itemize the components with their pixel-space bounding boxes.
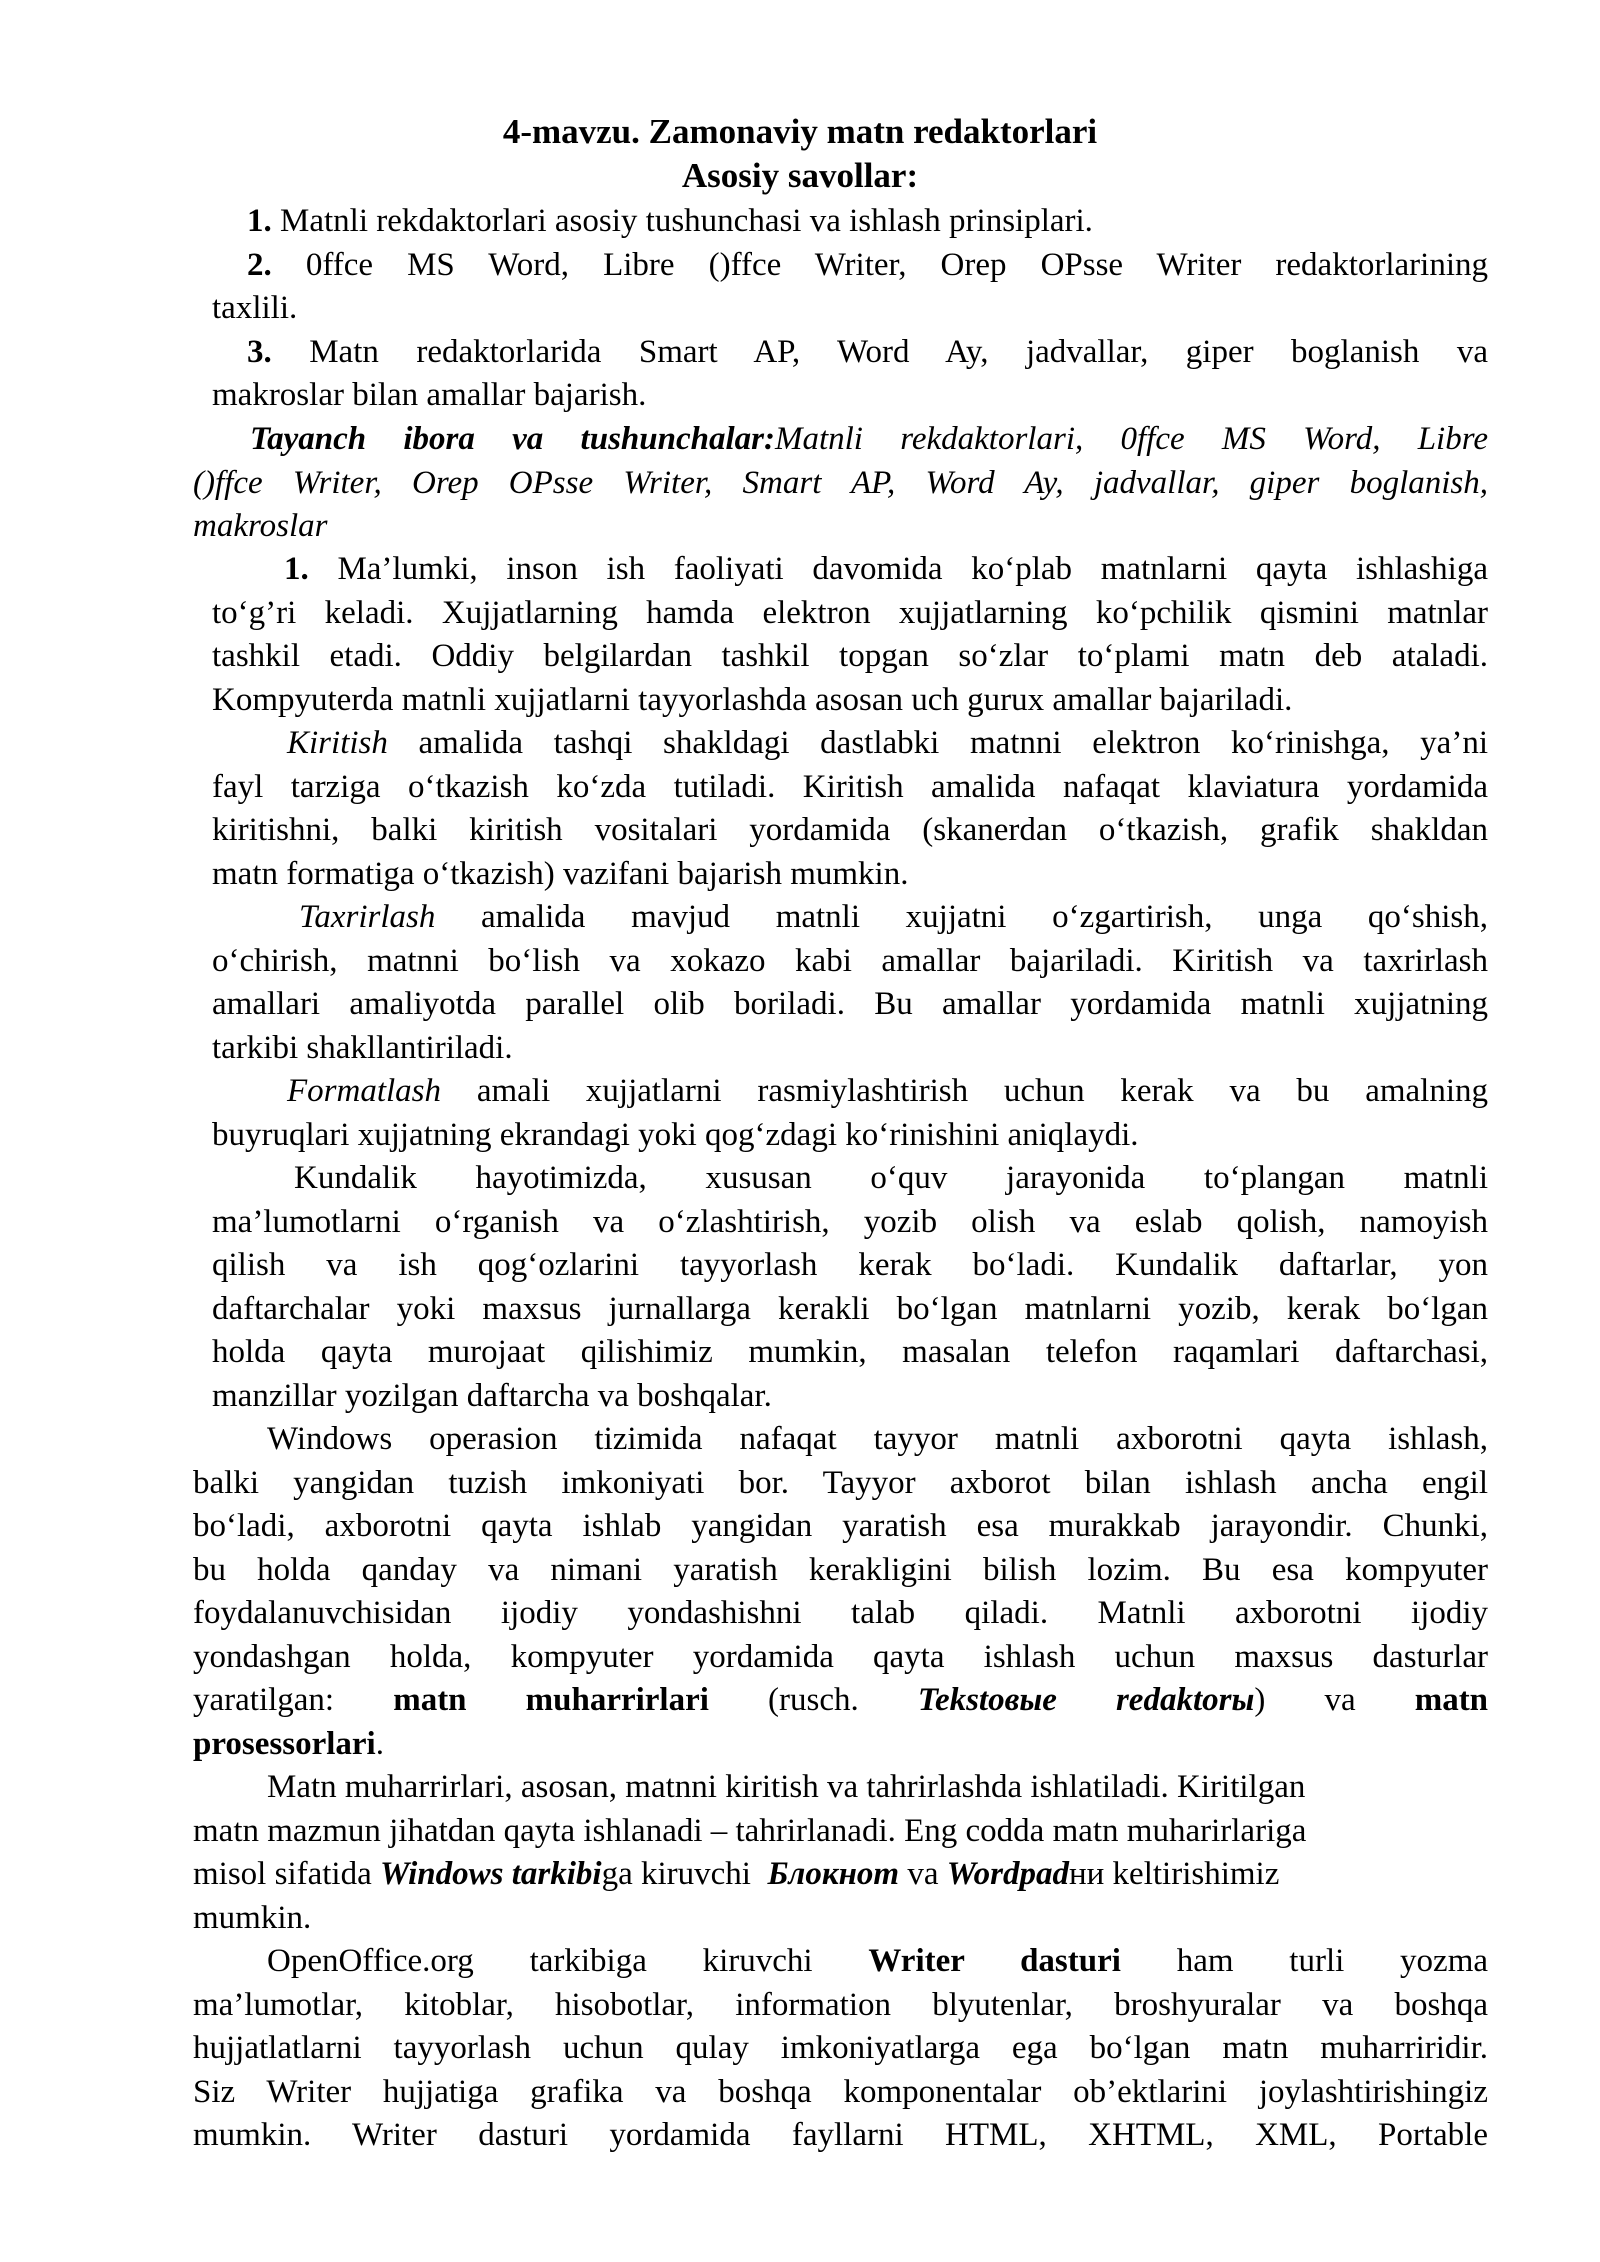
paragraph-6: Windows operasion tizimida nafaqat tayyor matnli axborotni qayta ishlash, balki yangidan tuzish imkoniyati bor. Tayyor axborot bilan ishlash ancha engil bo‘ladi, axborotni qayta ishlab yangidan yaratish esa murakkab jarayondir. Chunki, bu holda qanday va nimani yaratish kerakligini bilish lozim. Bu esa kompyuter foydalanuvchisidan ijodiy yondashishni talab qiladi. Matnli axborotni ijodiy yondashgan holda, kompyuter yordamida qayta ishlash uchun maxsus dasturlar yaratilgan: matn muharrirlari (rusch. Tekstовые redaktorы) va matn prosessorlari. — [193, 1421, 1489, 1762]
question-3-cont: makroslar bilan amallar bajarish. — [212, 377, 647, 413]
questions-list — [193, 200, 1493, 418]
paragraph-8: OpenOffice.org tarkibiga kiruvchi Writer dasturi ham turli yozma ma’lumotlar, kitoblar, hisobotlar, information blyutenlar, broshyuralar va boshqa hujjatlatlarni tayyorlash uchun qulay imkoniyatlarga ega bo‘lgan matn muharriridir. Siz Writer hujjatiga grafika va boshqa komponentalar ob’ektlarini joylashtirishingiz mumkin. Writer dasturi yordamida fayllarni HTML, XHTML, XML, Portable — [193, 1943, 1489, 2153]
paragraph-7: Matn muharrirlari, asosan, matnni kiritish va tahrirlashda ishlatiladi. Kiritilgan matn mazmun jihatdan qayta ishlanadi – tahrirlanadi. Eng codda matn muharirlariga misol sifatida Windows tarkibiga kiruvchi Блокнот va Wordpadни keltirishimiz mumkin. — [193, 1769, 1307, 1936]
question-3: 3. Matn redaktorlarida Smart AP, Word Ay, jadvallar, giper boglanish va — [247, 333, 1488, 370]
page-subtitle: Asosiy savollar: — [681, 156, 919, 195]
keywords-label: Tayanch ibora va tushunchalar: — [250, 421, 775, 457]
question-2: 2. 0ffce MS Word, Libre ()ffce Writer, Orep OPsse Writer redaktorlarining — [247, 246, 1489, 283]
paragraph-1: 1. Ma’lumki, inson ish faoliyati davomida ko‘plab matnlarni qayta ishlashiga to‘g’ri keladi. Xujjatlarning hamda elektron xujjatlarning ko‘pchilik qismini matnlar tashkil etadi. Oddiy belgilardan tashkil topgan so‘zlar to‘plami matn deb ataladi. Kompyuterda matnli xujjatlarni tayyorlashda asosan uch gurux amallar bajariladi. — [212, 551, 1488, 718]
paragraph-2: Kiritish amalida tashqi shakldagi dastlabki matnni elektron ko‘rinishga, ya’ni fayl tarziga o‘tkazish ko‘zda tutiladi. Kiritish amalida nafaqat klaviatura yordamida kiritishni, balki kiritish vositalari yordamida (skanerdan o‘tkazish, grafik shakldan matn formatiga o‘tkazish) vazifani bajarish mumkin. — [212, 725, 1488, 892]
keywords-paragraph: Tayanch ibora va tushunchalar:Matnli rekdaktorlari, 0ffce MS Word, Libre ()ffce Writer, Orep OPsse Writer, Smart AP, Word Ay, jadvallar, giper boglanish, makroslar — [193, 421, 1488, 544]
paragraph-4: Formatlash amali xujjatlarni rasmiylashtirish uchun kerak va bu amalning buyruqlari xujjatning ekrandagi yoki qog‘zdagi ko‘rinishini aniqlaydi. — [212, 1073, 1488, 1153]
question-1: 1. Matnli rekdaktorlari asosiy tushunchasi va ishlash prinsiplari. — [247, 203, 1093, 239]
page-title: 4-mavzu. Zamonaviy matn redaktorlari — [502, 112, 1098, 151]
question-2-cont: taxlili. — [212, 290, 298, 326]
paragraph-3: Taxrirlash amalida mavjud matnli xujjatni o‘zgartirish, unga qo‘shish, o‘chirish, matnni bo‘lish va xokazo kabi amallar bajariladi. Kiritish va taxrirlash amallari amaliyotda parallel olib boriladi. Bu amallar yordamida matnli xujjatning tarkibi shakllantiriladi. — [212, 899, 1488, 1066]
paragraph-5: Kundalik hayotimizda, xususan o‘quv jarayonida to‘plangan matnli ma’lumotlarni o‘rganish va o‘zlashtirish, yozib olish va eslab qolish, namoyish qilish va ish qog‘ozlarini tayyorlash kerak bo‘ladi. Kundalik daftarlar, yon daftarchalar yoki maxsus jurnallarga kerakli bo‘lgan matnlarni yozib, kerak bo‘lgan holda qayta murojaat qilishimiz mumkin, masalan telefon raqamlari daftarchasi, manzillar yozilgan daftarcha va boshqalar. — [212, 1160, 1488, 1414]
